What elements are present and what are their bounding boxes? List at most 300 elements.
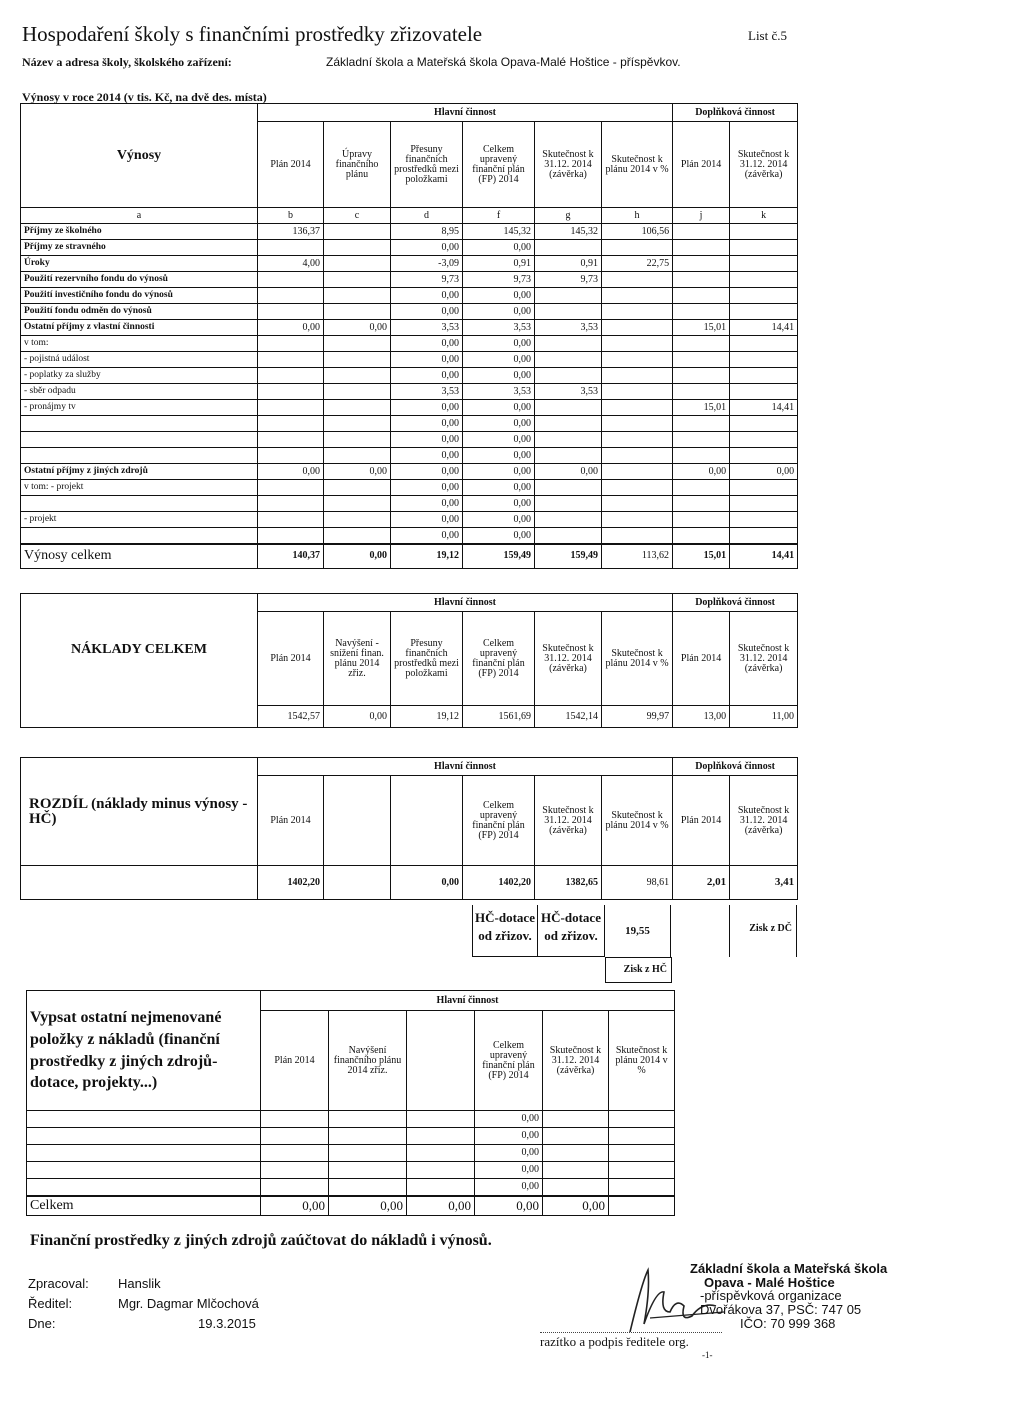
col-skutecnost-pct: Skutečnost k plánu 2014 v % — [609, 1011, 675, 1111]
revenue-cell — [602, 272, 673, 288]
revenue-row — [21, 256, 798, 272]
revenue-cell — [324, 400, 391, 416]
col-skutecnost-dc: Skutečnost k 31.12. 2014 (závěrka) — [730, 122, 798, 208]
revenue-cell — [258, 368, 324, 384]
revenue-row-label: Úroky — [21, 256, 258, 272]
revenue-row — [21, 416, 798, 432]
revenue-row-label: - pronájmy tv — [21, 400, 258, 416]
revenue-cell: 4,00 — [258, 256, 324, 272]
revenue-cell — [673, 336, 730, 352]
revenue-row — [21, 352, 798, 368]
revenue-cell: 3,53 — [391, 320, 463, 336]
other-cell — [329, 1128, 407, 1145]
revenue-cell — [730, 480, 798, 496]
dne-value: 19.3.2015 — [198, 1316, 256, 1331]
other-cell — [543, 1111, 609, 1128]
revenue-cell — [673, 432, 730, 448]
revenue-row-label: Příjmy ze stravného — [21, 240, 258, 256]
revenue-cell: 3,53 — [463, 320, 535, 336]
revenue-cell — [602, 240, 673, 256]
revenue-row-label: - sběr odpadu — [21, 384, 258, 400]
revenue-cell: 0,00 — [391, 496, 463, 512]
revenue-cell — [730, 272, 798, 288]
col-letter: h — [602, 208, 673, 224]
revenue-cell: 0,00 — [463, 416, 535, 432]
revenue-row — [21, 336, 798, 352]
revenue-row — [21, 496, 798, 512]
revenue-cell — [324, 304, 391, 320]
other-cell — [329, 1179, 407, 1196]
revenue-cell: 0,00 — [258, 464, 324, 480]
other-cell — [261, 1145, 329, 1162]
other-cell — [329, 1111, 407, 1128]
hlavni-cinnost-header: Hlavní činnost — [258, 594, 673, 612]
revenue-row — [21, 464, 798, 480]
revenue-cell — [730, 416, 798, 432]
revenue-cell — [602, 352, 673, 368]
stamp-line: Základní škola a Mateřská škola — [690, 1261, 888, 1276]
revenue-row-label — [21, 448, 258, 464]
other-cell — [543, 1179, 609, 1196]
other-total-cell: 0,00 — [329, 1196, 407, 1216]
revenue-cell — [258, 240, 324, 256]
doplnkova-cinnost-header: Doplňková činnost — [673, 104, 798, 122]
revenue-total-cell: 113,62 — [602, 544, 673, 568]
diff-cell: 2,01 — [673, 866, 730, 900]
col-plan: Plán 2014 — [258, 776, 324, 866]
revenue-cell: 0,00 — [463, 352, 535, 368]
revenue-total-label: Výnosy celkem — [21, 544, 258, 568]
other-row-label — [27, 1128, 261, 1145]
col-vynosy: Výnosy — [21, 104, 258, 208]
revenue-cell — [602, 336, 673, 352]
revenue-cell — [730, 352, 798, 368]
revenue-cell — [324, 288, 391, 304]
revenue-cell: 0,00 — [391, 304, 463, 320]
other-cell — [609, 1145, 675, 1162]
costs-label: NÁKLADY CELKEM — [21, 594, 258, 706]
col-skutecnost-dc: Skutečnost k 31.12. 2014 (závěrka) — [730, 612, 798, 706]
other-cell — [407, 1128, 475, 1145]
revenue-cell — [324, 384, 391, 400]
col-letter: j — [673, 208, 730, 224]
revenue-cell: 9,73 — [391, 272, 463, 288]
revenue-cell — [258, 400, 324, 416]
revenue-cell: 8,95 — [391, 224, 463, 240]
diff-cell: 3,41 — [730, 866, 798, 900]
diff-label: ROZDÍL (náklady minus výnosy - HČ) — [21, 758, 258, 866]
col-navyseni: Navýšení finančního plánu 2014 zřiz. — [329, 1011, 407, 1111]
costs-table — [20, 593, 798, 728]
revenue-cell — [535, 400, 602, 416]
revenue-cell — [730, 448, 798, 464]
other-cell — [543, 1128, 609, 1145]
revenue-table — [20, 103, 798, 569]
revenue-cell — [602, 464, 673, 480]
other-cell — [543, 1145, 609, 1162]
dotace-label-1: HČ-dotace od zřizov. — [472, 905, 538, 957]
revenue-cell: 0,00 — [463, 512, 535, 528]
revenue-cell: 0,00 — [463, 304, 535, 320]
col-plan-dc: Plán 2014 — [673, 776, 730, 866]
revenue-cell — [602, 384, 673, 400]
revenue-cell — [730, 368, 798, 384]
revenue-cell — [258, 304, 324, 320]
revenue-cell — [324, 240, 391, 256]
address-label: Název a adresa školy, školského zařízení: — [22, 55, 232, 69]
other-total-cell — [609, 1196, 675, 1216]
stamp-line: Dvořákova 37, PSČ: 747 05 — [700, 1301, 862, 1317]
other-cell: 0,00 — [475, 1145, 543, 1162]
diff-cell — [324, 866, 391, 900]
revenue-cell — [324, 272, 391, 288]
revenue-cell: 0,00 — [463, 496, 535, 512]
revenue-cell: 0,00 — [391, 416, 463, 432]
revenue-row-label — [21, 416, 258, 432]
revenue-row — [21, 384, 798, 400]
zisk-hc: Zisk z HČ — [605, 957, 672, 983]
revenue-total-cell: 15,01 — [673, 544, 730, 568]
revenue-cell — [673, 272, 730, 288]
stamp-line: Opava - Malé Hoštice — [704, 1274, 835, 1290]
revenue-cell — [673, 496, 730, 512]
zisk-dc: Zisk z DČ — [729, 905, 797, 957]
revenue-cell: 106,56 — [602, 224, 673, 240]
revenue-total-cell: 159,49 — [463, 544, 535, 568]
revenue-cell: 0,00 — [391, 400, 463, 416]
revenue-cell — [324, 512, 391, 528]
other-cell — [261, 1162, 329, 1179]
revenue-cell — [602, 400, 673, 416]
revenue-cell: 0,00 — [463, 528, 535, 545]
revenue-cell — [535, 288, 602, 304]
other-row-label — [27, 1179, 261, 1196]
col-plan: Plán 2014 — [258, 122, 324, 208]
revenue-cell — [535, 240, 602, 256]
revenue-cell — [673, 448, 730, 464]
revenue-cell: 0,00 — [463, 448, 535, 464]
revenue-row-label — [21, 496, 258, 512]
diff-cell: 1402,20 — [258, 866, 324, 900]
revenue-cell: 15,01 — [673, 320, 730, 336]
col-plan-dc: Plán 2014 — [673, 612, 730, 706]
revenue-cell — [535, 352, 602, 368]
revenue-cell — [673, 416, 730, 432]
revenue-row-label: - projekt — [21, 512, 258, 528]
other-cell — [609, 1111, 675, 1128]
other-row-label — [27, 1162, 261, 1179]
other-cell — [609, 1162, 675, 1179]
stamp — [690, 1262, 887, 1330]
revenue-row — [21, 432, 798, 448]
revenue-cell — [673, 528, 730, 545]
col-letter: c — [324, 208, 391, 224]
col-celkem: Celkem upravený finanční plán (FP) 2014 — [475, 1011, 543, 1111]
revenue-cell — [258, 512, 324, 528]
revenue-cell — [673, 512, 730, 528]
revenue-row-label: - poplatky za služby — [21, 368, 258, 384]
zpracoval-label: Zpracoval: — [28, 1276, 89, 1291]
revenue-cell — [258, 528, 324, 545]
col-skutecnost-pct: Skutečnost k plánu 2014 v % — [602, 776, 673, 866]
col-plan: Plán 2014 — [258, 612, 324, 706]
col-skutecnost: Skutečnost k 31.12. 2014 (závěrka) — [535, 612, 602, 706]
revenue-row-label: v tom: - projekt — [21, 480, 258, 496]
reditel-label: Ředitel: — [28, 1296, 73, 1311]
revenue-cell — [602, 528, 673, 545]
revenue-cell — [730, 240, 798, 256]
revenue-cell: 0,00 — [391, 512, 463, 528]
costs-cell: 11,00 — [730, 706, 798, 728]
other-cell — [407, 1179, 475, 1196]
revenue-cell — [673, 368, 730, 384]
revenue-cell: 3,53 — [535, 320, 602, 336]
revenue-cell: 15,01 — [673, 400, 730, 416]
revenue-cell — [602, 496, 673, 512]
revenue-row — [21, 272, 798, 288]
other-cell — [261, 1111, 329, 1128]
revenue-cell — [324, 352, 391, 368]
reditel-value: Mgr. Dagmar Mlčochová — [118, 1296, 259, 1311]
revenue-cell — [324, 416, 391, 432]
revenue-cell — [602, 288, 673, 304]
costs-cell: 1542,57 — [258, 706, 324, 728]
revenue-cell — [730, 512, 798, 528]
revenue-cell: 0,00 — [463, 464, 535, 480]
revenue-cell: 0,00 — [463, 480, 535, 496]
revenue-row — [21, 288, 798, 304]
revenue-cell — [324, 448, 391, 464]
revenue-cell — [324, 496, 391, 512]
revenue-cell: 0,00 — [324, 464, 391, 480]
revenue-row-label: Použití rezervního fondu do výnosů — [21, 272, 258, 288]
costs-row-label — [21, 706, 258, 728]
col-letter: k — [730, 208, 798, 224]
col-letter: d — [391, 208, 463, 224]
other-row-label — [27, 1145, 261, 1162]
revenue-row-label — [21, 528, 258, 545]
page-number: -1- — [702, 1350, 713, 1360]
revenue-cell — [602, 304, 673, 320]
revenue-cell — [324, 256, 391, 272]
revenue-cell: 0,00 — [391, 352, 463, 368]
dotace-label-2: HČ-dotace od zřizov. — [538, 905, 605, 957]
other-cell — [609, 1128, 675, 1145]
page-title: Hospodaření školy s finančními prostředky zřizovatele — [22, 22, 483, 46]
diff-row-label — [21, 866, 258, 900]
revenue-cell: 0,00 — [463, 240, 535, 256]
revenue-cell: 0,00 — [324, 320, 391, 336]
revenue-cell — [535, 336, 602, 352]
doplnkova-cinnost-header: Doplňková činnost — [673, 594, 798, 612]
revenue-row — [21, 400, 798, 416]
other-total-cell: 0,00 — [261, 1196, 329, 1216]
revenue-cell — [258, 432, 324, 448]
revenue-cell — [602, 432, 673, 448]
revenue-row-label: Použití investičního fondu do výnosů — [21, 288, 258, 304]
col-skutecnost-pct: Skutečnost k plánu 2014 v % — [602, 122, 673, 208]
revenue-cell: 0,91 — [535, 256, 602, 272]
other-cell — [407, 1111, 475, 1128]
col-skutecnost: Skutečnost k 31.12. 2014 (závěrka) — [543, 1011, 609, 1111]
col-empty — [324, 776, 391, 866]
revenue-row — [21, 448, 798, 464]
revenue-cell: 0,00 — [463, 368, 535, 384]
other-cell — [543, 1162, 609, 1179]
revenue-cell: 0,00 — [463, 432, 535, 448]
revenue-cell: 14,41 — [730, 400, 798, 416]
revenue-total-cell: 14,41 — [730, 544, 798, 568]
revenue-cell — [673, 240, 730, 256]
col-presuny: Přesuny finančních prostředků mezi položkami — [391, 612, 463, 706]
revenue-cell — [535, 528, 602, 545]
revenue-cell: 136,37 — [258, 224, 324, 240]
other-cell — [407, 1162, 475, 1179]
revenue-cell: 0,00 — [463, 400, 535, 416]
revenue-cell — [535, 480, 602, 496]
stamp-line: IČO: 70 999 368 — [740, 1315, 836, 1331]
revenue-cell — [258, 272, 324, 288]
revenue-cell: 22,75 — [602, 256, 673, 272]
revenue-cell — [258, 352, 324, 368]
col-celkem: Celkem upravený finanční plán (FP) 2014 — [463, 122, 535, 208]
revenue-cell: 0,91 — [463, 256, 535, 272]
revenue-row — [21, 320, 798, 336]
revenue-cell — [258, 480, 324, 496]
other-cell — [329, 1145, 407, 1162]
revenue-row — [21, 240, 798, 256]
revenue-cell — [535, 304, 602, 320]
revenue-cell: 145,32 — [535, 224, 602, 240]
other-cell — [261, 1179, 329, 1196]
revenue-cell — [673, 256, 730, 272]
costs-cell: 99,97 — [602, 706, 673, 728]
revenue-row-label: Příjmy ze školného — [21, 224, 258, 240]
revenue-total-cell: 140,37 — [258, 544, 324, 568]
col-navyseni: Navýšení - snížení finan. plánu 2014 zřiz. — [324, 612, 391, 706]
revenue-cell — [324, 368, 391, 384]
col-empty — [391, 776, 463, 866]
revenue-cell — [730, 528, 798, 545]
revenue-row — [21, 304, 798, 320]
revenue-cell: 0,00 — [391, 448, 463, 464]
other-total-cell: 0,00 — [543, 1196, 609, 1216]
col-celkem: Celkem upravený finanční plán (FP) 2014 — [463, 612, 535, 706]
revenue-cell — [673, 304, 730, 320]
other-cell — [407, 1145, 475, 1162]
col-letter: b — [258, 208, 324, 224]
col-skutecnost-dc: Skutečnost k 31.12. 2014 (závěrka) — [730, 776, 798, 866]
revenue-cell — [673, 480, 730, 496]
revenue-cell: 0,00 — [391, 368, 463, 384]
revenue-cell — [673, 384, 730, 400]
col-plan-dc: Plán 2014 — [673, 122, 730, 208]
zpracoval-value: Hanslik — [118, 1276, 161, 1291]
revenue-cell — [673, 224, 730, 240]
other-row-label — [27, 1111, 261, 1128]
col-upravy: Úpravy finančního plánu — [324, 122, 391, 208]
other-total-label: Celkem — [27, 1196, 261, 1216]
revenue-cell — [673, 352, 730, 368]
revenue-cell: 0,00 — [463, 288, 535, 304]
revenue-cell — [730, 336, 798, 352]
revenue-row-label — [21, 432, 258, 448]
other-total-cell: 0,00 — [407, 1196, 475, 1216]
revenue-cell — [673, 288, 730, 304]
dne-label: Dne: — [28, 1316, 56, 1331]
revenue-cell — [535, 448, 602, 464]
revenue-cell: 3,53 — [391, 384, 463, 400]
revenue-row-label: v tom: — [21, 336, 258, 352]
revenue-row — [21, 480, 798, 496]
revenue-cell — [324, 480, 391, 496]
revenue-caption: Výnosy v roce 2014 (v tis. Kč, na dvě des. místa) — [22, 90, 267, 104]
revenue-cell: 0,00 — [463, 336, 535, 352]
revenue-cell — [258, 416, 324, 432]
revenue-cell: 0,00 — [391, 432, 463, 448]
revenue-cell — [602, 416, 673, 432]
revenue-cell — [730, 256, 798, 272]
doplnkova-cinnost-header: Doplňková činnost — [673, 758, 798, 776]
revenue-cell — [258, 496, 324, 512]
col-skutecnost: Skutečnost k 31.12. 2014 (závěrka) — [535, 776, 602, 866]
revenue-cell: 0,00 — [391, 528, 463, 545]
revenue-row — [21, 224, 798, 240]
revenue-row-label: Ostatní příjmy z jiných zdrojů — [21, 464, 258, 480]
col-skutecnost-pct: Skutečnost k plánu 2014 v % — [602, 612, 673, 706]
revenue-cell — [602, 512, 673, 528]
revenue-cell — [258, 288, 324, 304]
col-plan: Plán 2014 — [261, 1011, 329, 1111]
revenue-cell — [730, 224, 798, 240]
costs-cell: 1561,69 — [463, 706, 535, 728]
other-items-table — [26, 990, 675, 1216]
revenue-cell — [258, 384, 324, 400]
hlavni-cinnost-header: Hlavní činnost — [261, 991, 675, 1011]
revenue-cell — [730, 432, 798, 448]
revenue-row — [21, 368, 798, 384]
revenue-cell: -3,09 — [391, 256, 463, 272]
col-letter: g — [535, 208, 602, 224]
costs-cell: 1542,14 — [535, 706, 602, 728]
revenue-cell — [535, 512, 602, 528]
revenue-cell — [730, 288, 798, 304]
revenue-cell: 14,41 — [730, 320, 798, 336]
other-cell: 0,00 — [475, 1128, 543, 1145]
diff-cell: 0,00 — [391, 866, 463, 900]
revenue-row-label: Ostatní příjmy z vlastní činnosti — [21, 320, 258, 336]
revenue-cell — [535, 432, 602, 448]
revenue-cell — [602, 368, 673, 384]
other-cell: 0,00 — [475, 1162, 543, 1179]
revenue-cell: 0,00 — [673, 464, 730, 480]
diff-cell: 1402,20 — [463, 866, 535, 900]
costs-cell: 19,12 — [391, 706, 463, 728]
revenue-row-label: Použití fondu odměn do výnosů — [21, 304, 258, 320]
hlavni-cinnost-header: Hlavní činnost — [258, 104, 673, 122]
col-letter: a — [21, 208, 258, 224]
revenue-cell: 3,53 — [463, 384, 535, 400]
other-cell — [609, 1179, 675, 1196]
revenue-cell: 0,00 — [391, 288, 463, 304]
dotace-value: 19,55 — [605, 905, 671, 957]
revenue-cell — [602, 480, 673, 496]
revenue-cell — [602, 320, 673, 336]
revenue-cell — [730, 304, 798, 320]
revenue-cell — [730, 384, 798, 400]
revenue-cell — [602, 448, 673, 464]
list-number: List č.5 — [748, 28, 787, 43]
